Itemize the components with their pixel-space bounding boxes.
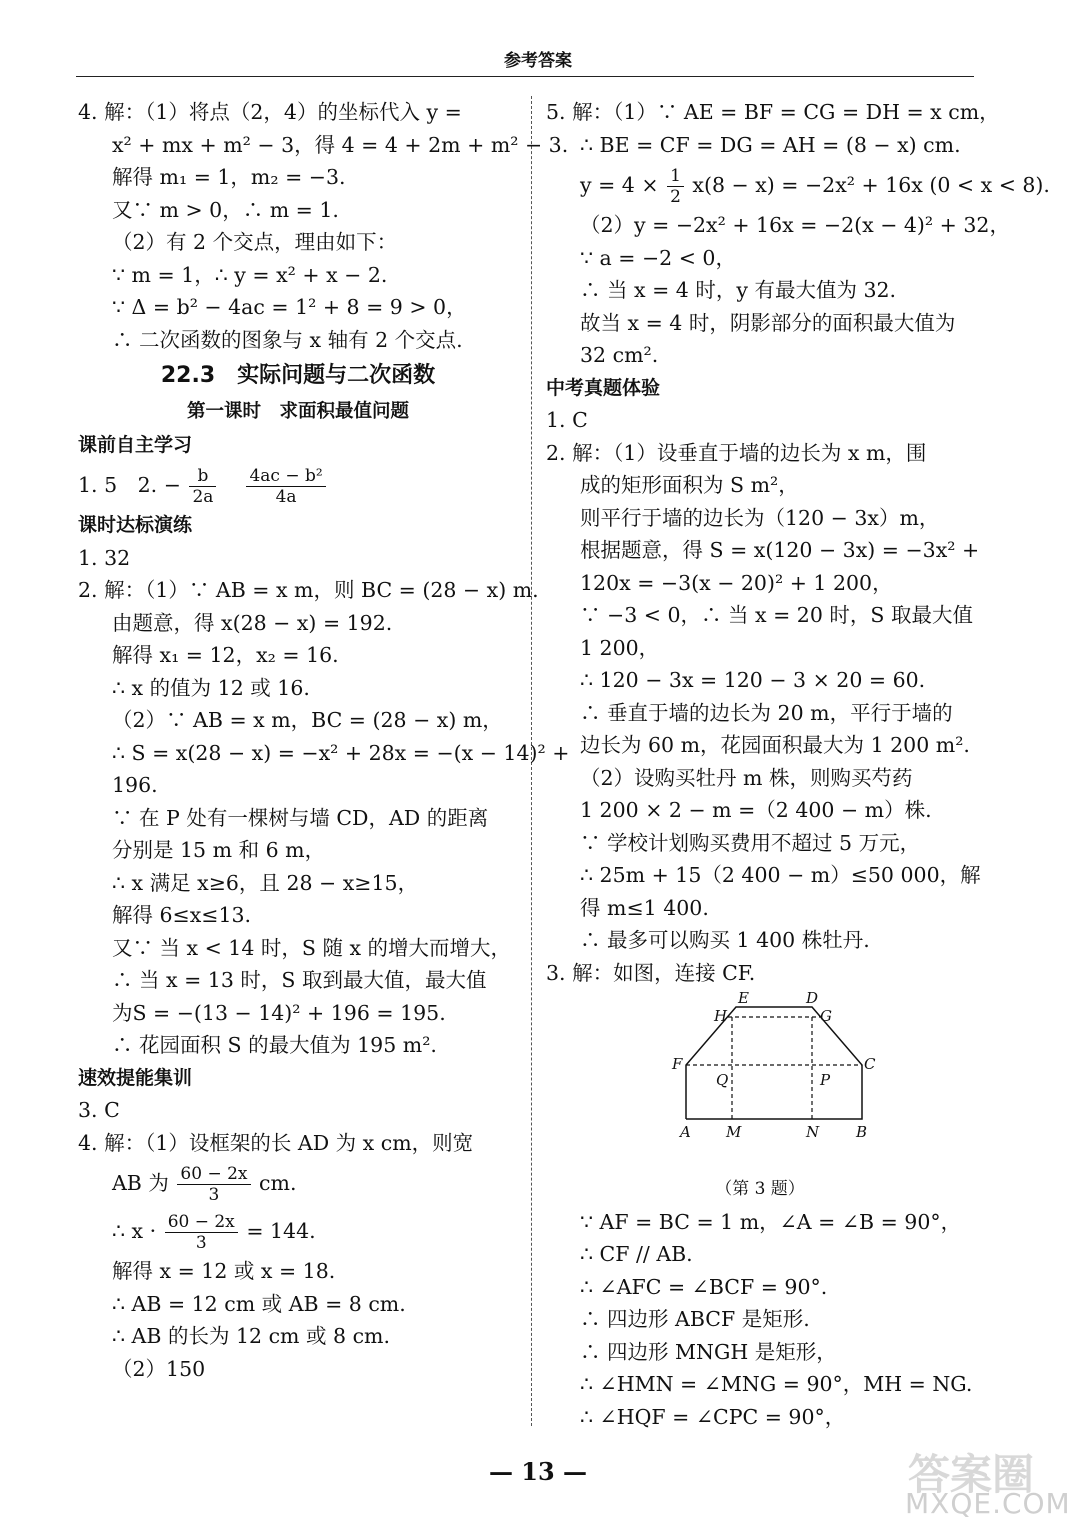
fraction-numerator: 60 − 2x [165,1212,238,1233]
fraction-numerator: b [189,466,216,487]
answer-line-fractions [78,461,518,509]
text-line: 1 200 × 2 − m =（2 400 − m）株. [580,798,932,822]
label-c: C [864,1055,876,1073]
figure-caption: （第 3 题） [715,1179,805,1199]
text-line: ∴ 四边形 MNGH 是矩形， [580,1339,837,1364]
outer-shape [686,1007,862,1119]
text-line: 根据题意，得 S = x(120 − 3x) = −3x² + [580,538,980,562]
text-line: 3. C [78,1098,120,1122]
page-header: 参考答案 [504,51,572,71]
text-line: （2）y = −2x² + 16x = −2(x − 4)² + 32， [580,213,1010,237]
text-line: ∵ 在 P 处有一棵树与墙 CD，AD 的距离 [112,805,489,830]
fraction [177,1164,250,1205]
section-heading: 速效提能集训 [78,1066,193,1089]
line-prefix: y = 4 × [580,173,659,197]
text-line: 4. 解：（1）将点（2，4）的坐标代入 y = [78,100,462,124]
text-line: 为S = −(13 − 14)² + 196 = 195. [112,1000,446,1025]
text-line: ∴ 四边形 ABCF 是矩形. [580,1307,810,1331]
label-m: M [726,1123,742,1139]
fraction-denominator: 3 [208,1185,220,1205]
text-line-fraction [78,1207,518,1255]
text-line: 2. 解：（1）∵ AB = x m，则 BC = (28 − x) m. [78,578,539,602]
text-line-fraction [78,1159,518,1207]
watermark-logo: 答案圈 [908,1450,1035,1499]
text-line: ∴ S = x(28 − x) = −x² + 28x = −(x − 14)² + [112,740,570,765]
text-line: ∴ ∠HMN = ∠MNG = 90°，MH = NG. [580,1372,973,1396]
watermark-text: MXQE.COM [905,1487,1071,1520]
text-line: ∴ AB 的长为 12 cm 或 8 cm. [112,1324,391,1348]
text-line: ∴ x 的值为 12 或 16. [112,675,310,700]
section-heading: 课时达标演练 [78,514,193,536]
text-line: ∵ −3 < 0，∴ 当 x = 20 时，S 取最大值 [580,603,973,627]
geometry-figure [546,989,974,1179]
fraction-denominator: 2a [192,487,214,507]
text-line: x² + mx + m² − 3，得 4 = 4 + 2m + m² − 3. [112,132,569,157]
text-line: 196. [112,773,158,797]
text-line: 故当 x = 4 时，阴影部分的面积最大值为 [580,310,956,335]
text-line: 3. 解：如图，连接 CF. [546,960,756,985]
text-line: 分别是 15 m 和 6 m， [112,838,326,862]
text-line: 又∵ m > 0，∴ m = 1. [112,197,339,222]
label-b: B [856,1123,868,1139]
text-line: ∴ 当 x = 13 时，S 取到最大值，最大值 [112,968,487,992]
text-line: ∵ AF = BC = 1 m，∠A = ∠B = 90°， [580,1209,962,1234]
text-line: 得 m≤1 400. [580,895,709,920]
text-line: （2）设购买牡丹 m 株，则购买芍药 [580,765,913,790]
text-line: （2）有 2 个交点，理由如下： [112,230,398,254]
text-line: 5. 解：（1）∵ AE = BF = CG = DH = x cm， [546,100,1000,124]
minus-sign: − [163,473,181,497]
text-line: ∴ 当 x = 4 时，y 有最大值为 32. [580,278,897,302]
fraction-numerator: 60 − 2x [177,1164,250,1185]
text-line: ∴ AB = 12 cm 或 AB = 8 cm. [112,1291,406,1316]
text-line: 则平行于墙的边长为（120 − 3x）m， [580,505,940,530]
fraction-denominator: 4a [275,487,297,507]
text-line: ∴ ∠HQF = ∠CPC = 90°， [580,1404,846,1429]
text-line: 1 200， [580,635,660,660]
fraction [246,466,325,507]
text-line: 解得 m₁ = 1，m₂ = −3. [112,165,346,189]
label-a: A [680,1123,691,1139]
text-line-fraction [546,161,1050,209]
label-p: P [820,1071,831,1089]
header-rule [76,76,974,77]
label-h: H [714,1007,728,1025]
lesson-subtitle: 第一课时 求面积最值问题 [186,401,409,422]
label-e: E [738,989,749,1007]
text-line: ∵ 学校计划购买费用不超过 5 万元， [580,830,921,855]
text-line: ∴ 25m + 15（2 400 − m）≤50 000，解 [580,863,981,887]
line-suffix: x(8 − x) = −2x² + 16x (0 < x < 8). [692,173,1050,197]
fraction-numerator: 1 [667,166,684,187]
page-number: — 13 — [488,1457,588,1486]
fraction-numerator: 4ac − b² [246,466,325,487]
section-title: 22.3 实际问题与二次函数 [160,363,436,388]
text-line: 1. C [546,408,588,432]
text-line: （2）∵ AB = x m，BC = (28 − x) m， [112,708,503,732]
label-g: G [820,1007,832,1025]
text-line: 解得 6≤x≤13. [112,903,252,927]
text-line: ∴ 最多可以购买 1 400 株牡丹. [580,928,870,952]
answer-prefix: 1. 5 2. [78,473,158,497]
fraction [189,466,216,507]
text-line: 由题意，得 x(28 − x) = 192. [112,610,393,635]
label-q: Q [716,1071,729,1089]
text-line: 边长为 60 m，花园面积最大为 1 200 m². [580,733,970,757]
text-line: ∵ Δ = b² − 4ac = 1² + 8 = 9 > 0， [112,295,467,319]
line-suffix: = 144. [246,1219,316,1243]
text-line: 120x = −3(x − 20)² + 1 200， [580,570,893,595]
text-line: 2. 解：（1）设垂直于墙的边长为 x m，围 [546,440,927,465]
text-line: ∴ 二次函数的图象与 x 轴有 2 个交点. [112,327,463,352]
text-line: 解得 x₁ = 12，x₂ = 16. [112,643,339,667]
text-line: ∴ 120 − 3x = 120 − 3 × 20 = 60. [580,668,926,692]
right-column [546,96,1050,1433]
text-line: （2）150 [112,1356,206,1381]
section-heading: 中考真题体验 [546,376,661,399]
text-line: 解得 x = 12 或 x = 18. [112,1259,336,1283]
text-line: 32 cm². [580,343,659,367]
text-line: 1. 32 [78,545,131,570]
figure-svg [666,989,876,1139]
label-n: N [806,1123,820,1139]
text-line: ∴ 花园面积 S 的最大值为 195 m². [112,1033,437,1057]
label-f: F [672,1055,683,1073]
line-prefix: ∴ x · [112,1219,157,1243]
text-line: ∴ BE = CF = DG = AH = (8 − x) cm. [580,132,961,157]
text-line: ∴ 垂直于墙的边长为 20 m，平行于墙的 [580,700,953,725]
fraction [667,166,684,207]
fraction [165,1212,238,1253]
text-line: 成的矩形面积为 S m²， [580,473,799,497]
text-line: ∵ m = 1，∴ y = x² + x − 2. [112,262,388,287]
text-line: ∵ a = −2 < 0， [580,245,736,270]
line-suffix: cm. [259,1171,297,1195]
text-line: ∴ ∠AFC = ∠BCF = 90°. [580,1274,828,1299]
fraction-denominator: 3 [195,1233,207,1253]
label-d: D [806,989,819,1007]
fraction-denominator: 2 [670,187,681,207]
text-line: 又∵ 当 x < 14 时，S 随 x 的增大而增大， [112,935,512,960]
text-line: ∴ CF // AB. [580,1242,693,1266]
section-heading: 课前自主学习 [78,433,193,456]
text-line: ∴ x 满足 x≥6，且 28 − x≥15， [112,870,419,895]
line-prefix: AB 为 [112,1171,169,1195]
text-line: 4. 解：（1）设框架的长 AD 为 x cm，则宽 [78,1130,474,1155]
